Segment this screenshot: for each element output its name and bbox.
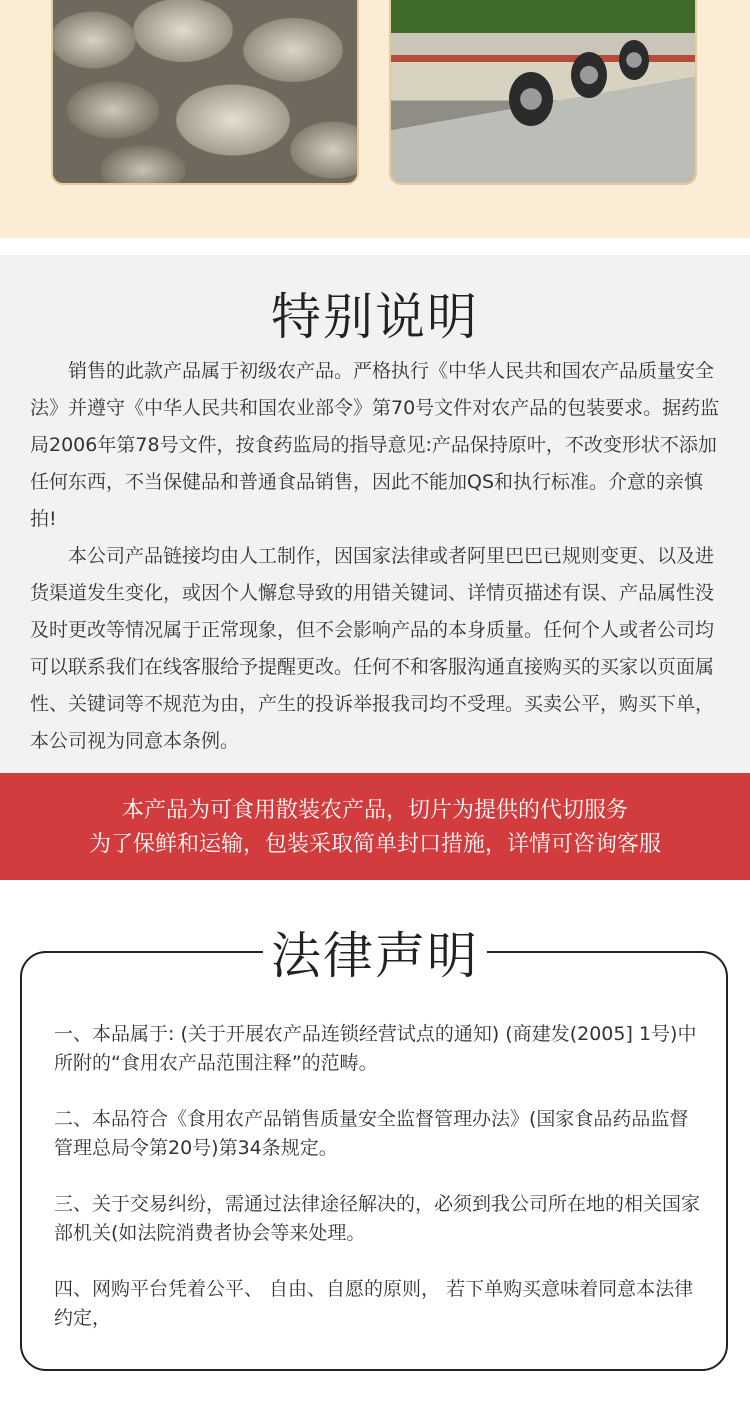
- special-notice-section: [0, 255, 750, 773]
- special-notice-body: [30, 353, 722, 760]
- truck-wheel: [571, 52, 607, 98]
- notice-paragraph: 销售的此款产品属于初级农产品。严格执行《中华人民共和国农产品质量安全法》并遵守《中华人民共和国农业部令》第70号文件对农产品的包装要求。据药监局2006年第78号文件，按食药监局的指导意见:产品保持原叶，不改变形状不添加任何东西，不当保健品和普通食品销售，因此不能加QS和执行标准。介意的亲慎拍!: [30, 360, 720, 530]
- notice-paragraph: 本公司产品链接均由人工制作，因国家法律或者阿里巴巴已规则变更、以及进货渠道发生变化，或因个人懈怠导致的用错关键词、详情页描述有误、产品属性没及时更改等情况属于正常现象，但不会影响产品的本身质量。任何个人或者公司均可以联系我们在线客服给予提醒更改。任何不和客服沟通直接购买的买家以页面属性、关键词等不规范为由，产生的投诉举报我司均不受理。买卖公平，购买下单，本公司视为同意本条例。: [30, 545, 715, 752]
- truck-photo: [389, 0, 697, 185]
- packaging-banner: [0, 773, 750, 880]
- legal-item: 三、关于交易纠纷，需通过法律途径解决的，必须到我公司所在地的相关国家部机关(如法院消费者协会等来处理。: [54, 1193, 701, 1244]
- legal-statement-title: 法律声明: [263, 926, 487, 986]
- truck-wheel: [619, 40, 649, 80]
- banner-line: 本产品为可食用散装农产品，切片为提供的代切服务: [121, 798, 628, 823]
- truck-wheel: [509, 72, 553, 126]
- legal-item: 二、本品符合《食用农产品销售质量安全监督管理办法》(国家食品药品监督管理总局令第20号)第34条规定。: [54, 1108, 689, 1159]
- legal-statement-title-wrap: [0, 926, 750, 986]
- legal-statement-items: [54, 1020, 704, 1360]
- sacks-photo: [51, 0, 359, 185]
- special-notice-title: 特别说明: [271, 288, 479, 346]
- banner-line: 为了保鲜和运输，包装采取简单封口措施，详情可咨询客服: [88, 832, 661, 857]
- legal-item: 四、网购平台凭着公平、 自由、自愿的原则， 若下单购买意味着同意本法律约定，: [54, 1278, 694, 1329]
- photo-band: [0, 0, 750, 238]
- legal-item: 一、本品属于: (关于开展农产品连锁经营试点的通知) (商建发(2005] 1号)中所附的“食用农产品范围注释”的范畴。: [54, 1023, 697, 1074]
